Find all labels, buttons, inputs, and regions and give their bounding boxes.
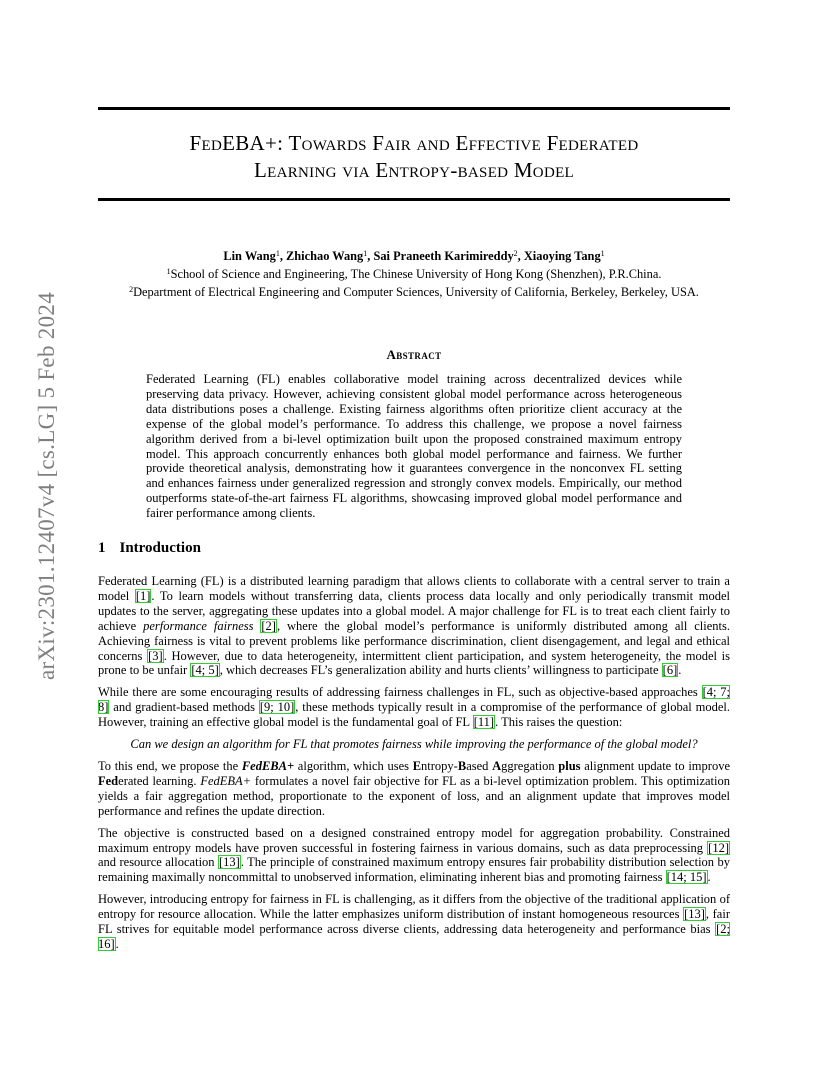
title-bottom-rule [98,198,730,201]
citation-link[interactable]: [6] [662,663,678,678]
author-name: Xiaoying Tang [523,249,601,263]
citation-link[interactable]: [2; 16] [98,922,730,951]
citation-link[interactable]: [12] [708,840,729,855]
arxiv-stamp: arXiv:2301.12407v4 [cs.LG] 5 Feb 2024 [34,292,59,680]
citation-link[interactable]: [4; 7; 8] [98,685,731,715]
affiliation-mark: 1 [363,249,368,258]
affiliation-mark: 1 [166,267,171,276]
affiliation-mark: 2 [129,285,134,294]
abstract-heading: Abstract [386,347,442,362]
citation-link[interactable]: [11] [473,715,495,730]
title-top-rule [98,107,730,110]
affiliation-text: School of Science and Engineering, The Chinese University of Hong Kong (Shenzhen), P.R.China. [170,267,662,281]
affiliation-text: Department of Electrical Engineering and Computer Sciences, University of California, Berkeley, Berkeley, USA. [133,285,699,299]
citation-link[interactable]: [2] [261,618,276,633]
citation-link[interactable]: [13] [218,855,240,870]
citation-link[interactable]: [4; 5] [191,663,219,678]
citation-link[interactable]: [14; 15] [666,870,707,885]
citation-link[interactable]: [13] [684,907,705,922]
paper-title [98,130,730,184]
author-name: Sai Praneeth Karimireddy [373,249,514,263]
affiliation-mark: 2 [513,249,518,258]
author-names: Lin Wang$^1$, Zhichao Wang$^1$, Sai Praneeth Karimireddy$^2$, Xiaoying Tang$^1$ [223,249,605,263]
author-name: Lin Wang [223,249,276,263]
section-title: Introduction [119,540,201,556]
affiliation-2 [60,282,768,300]
paragraph-4: The objective is constructed based on a designed constrained entropy model for aggregation probability. Constrained maximum entropy models have proven successful in fostering fairness in various domains, such as data preprocessing [12] and resource allocation [13]. The principle of constrained maximum entropy ensures fair probability distribution selection by remaining maximally noncommittal to unobserved information, eliminating inherent bias and promoting fairness [14; 15]. [98,825,730,885]
title-line-2: Learning via Entropy-based Model [254,158,574,182]
paragraph-1: Federated Learning (FL) is a distributed learning paradigm that allows clients to collaborate with a central server to train a model [1]. To learn models without transferring data, clients process data locally and only periodically transmit model updates to the server, aggregating these updates into a global model. A major challenge for FL is to treat each client fairly to achieve performance fairness [2], where the global model’s performance is uniformly distributed among all clients. Achieving fairness is vital to prevent problems like performance discrimination, client disengagement, and legal and ethical concerns [3]. However, due to data heterogeneity, intermittent client participation, and system heterogeneity, the model is prone to be unfair [4; 5], which decreases FL’s generalization ability and hurts clients’ willingness to participate [6]. [98,574,731,678]
affiliation-mark: 1 [600,249,605,258]
title-line-1: FedEBA+: Towards Fair and Effective Federated [189,131,639,155]
citation-link[interactable]: [3] [148,648,163,663]
section-number: 1 [98,540,106,556]
paragraph-5: However, introducing entropy for fairness in FL is challenging, as it differs from the objective of the traditional application of entropy for resource allocation. While the latter emphasizes uniform distribution of instant homogeneous resources [13], fair FL strives for equitable model performance across diverse clients, addressing data heterogeneity and performance bias [2; 16]. [98,892,730,951]
research-question: Can we design an algorithm for FL that promotes fairness while improving the performance of the global model? [130,737,698,752]
abstract-text: Federated Learning (FL) enables collaborative model training across decentralized devices while preserving data privacy. However, achieving consistent global model performance across heterogeneous data distributions poses a challenge. Existing fairness algorithms often prioritize client accuracy at the expense of the global model’s performance. To address this challenge, we propose a novel fairness algorithm derived from a bi-level optimization built upon the proposed constrained maximum entropy model. This approach concurrently enhances both global model performance and fairness. We further provide theoretical analysis, demonstrating how it guarantees convergence in the nonconvex FL setting and enhances fairness under generalized regression and strongly convex models. Empirically, our method outperforms state-of-the-art fairness FL algorithms, showcasing improved global model performance and fairer performance among clients. [146,372,682,521]
author-name: Zhichao Wang [286,249,364,263]
introduction-body [98,574,730,959]
citation-link[interactable]: [1] [135,588,151,603]
paragraph-2: While there are some encouraging results of addressing fairness challenges in FL, such as objective-based approaches [4; 7; 8] and gradient-based methods [9; 10], these methods typically result in a compromise of the performance of global model. However, training an effective global model is the fundamental goal of FL [11]. This raises the question: [98,685,731,730]
author-block [60,246,768,300]
citation-link[interactable]: [9; 10] [259,700,295,715]
section-heading [98,540,201,557]
affiliation-mark: 1 [275,249,280,258]
paragraph-3: To this end, we propose the FedEBA+ algorithm, which uses Entropy-Based Aggregation plus alignment update to improve Federated learning. FedEBA+ formulates a novel fair objective for FL as a bi-level optimization problem. This optimization yields a fair aggregation method, proportionate to the exponent of loss, and an alignment update that improves model performance and refines the update direction. [98,758,731,818]
affiliation-1 [60,264,768,282]
